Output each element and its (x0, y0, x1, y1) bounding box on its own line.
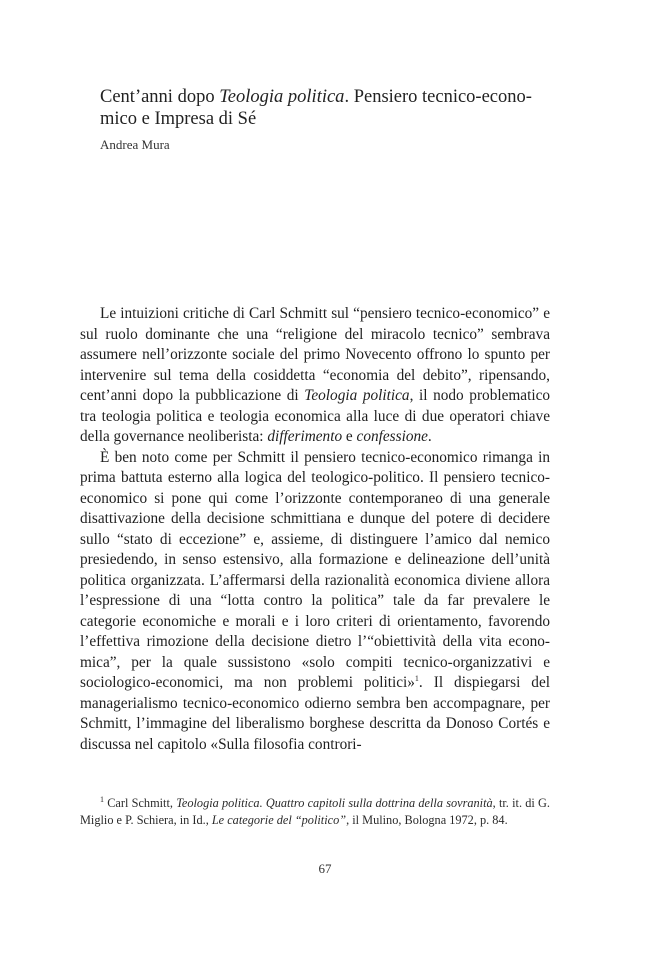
paragraph-1 (80, 304, 550, 448)
footnote-text-a: Carl Schmitt, (104, 796, 177, 810)
title-italic-work: Teologia politica (219, 87, 345, 107)
footnote (80, 795, 550, 829)
p2-text-b: . Il dispiegarsi del managerialismo tecnico-economico odierno sembra ben accompagnare, per Schmitt, l’immagine del liberalismo borghese descritta da Donoso Cortés e discussa nel capitolo «Sulla filosofia controri- (80, 674, 550, 753)
footnote-italic-book: Teologia politica. Quattro capitoli sulla dottrina della sovranità (176, 796, 493, 810)
paragraph-2 (80, 448, 550, 756)
p1-italic-title: Teologia politica (304, 387, 410, 404)
p1-text-d: . (427, 428, 432, 445)
footnote-italic-collection: Le categorie del “politico” (211, 813, 347, 827)
p1-italic-differimento: differimento (267, 428, 343, 445)
page-number: 67 (318, 861, 332, 876)
footnote-reference: 1 (414, 673, 419, 683)
p2-text-a: È ben noto come per Schmitt il pensiero tecnico-economico rimanga in prima battuta esterno alla logica del teologico-politico. Il pensiero tecnico-economico si pone qui come l’orizzonte contemporaneo di una generale disattivazione della decisione schmittiana e dunque del potere di decidere sullo “stato di eccezione” e, assieme, di distinguere l’amico dal nemico presiedendo, in senso estensivo, alla formazione e delineazione dell’unità politica organizzata. L’affermarsi della razionalità economica diviene allora l’espressione di una “lotta contro la politica” tale da far prevalere le categorie economiche e morali e i loro criteri di orientamento, favorendo l’effettiva rimozione della decisione dietro l’“obiettività della vita economica”, per la quale sussistono «solo compiti tecnico-organizzativi e sociologico-economici, ma non problemi politici» (80, 448, 550, 691)
body-text (80, 304, 550, 755)
footnote-text-b: , tr. it. di G. Miglio e P. Schiera, in Id., (80, 796, 550, 827)
p1-text-a: Le intuizioni critiche di Carl Schmitt sul “pensiero tecnico-economico” e sul ruolo dominante che una “religione del miracolo tecnico” sembrava assumere nell’orizzonte sociale del primo Novecento offrono lo spunto per intervenire sul tema della cosiddetta “economia del debito”, ripensando, cent’anni dopo la pubblicazione di (80, 305, 550, 404)
footnote-mark: 1 (100, 794, 104, 804)
title-text-end: . Pensiero tecnico-economico e Impresa di Sé (100, 87, 532, 129)
author-name: Andrea Mura (100, 137, 170, 152)
p1-text-b: , il nodo problematico tra teologia politica e teologia economica alla luce di due operatori chiave della governance neoliberista: (80, 387, 551, 445)
title-text-start: Cent’anni dopo (100, 87, 220, 107)
footnote-text-c: , il Mulino, Bologna 1972, p. 84. (346, 813, 508, 827)
p1-italic-confessione: confessione (356, 428, 428, 445)
p1-text-c: e (342, 428, 357, 445)
article-title (100, 86, 548, 130)
